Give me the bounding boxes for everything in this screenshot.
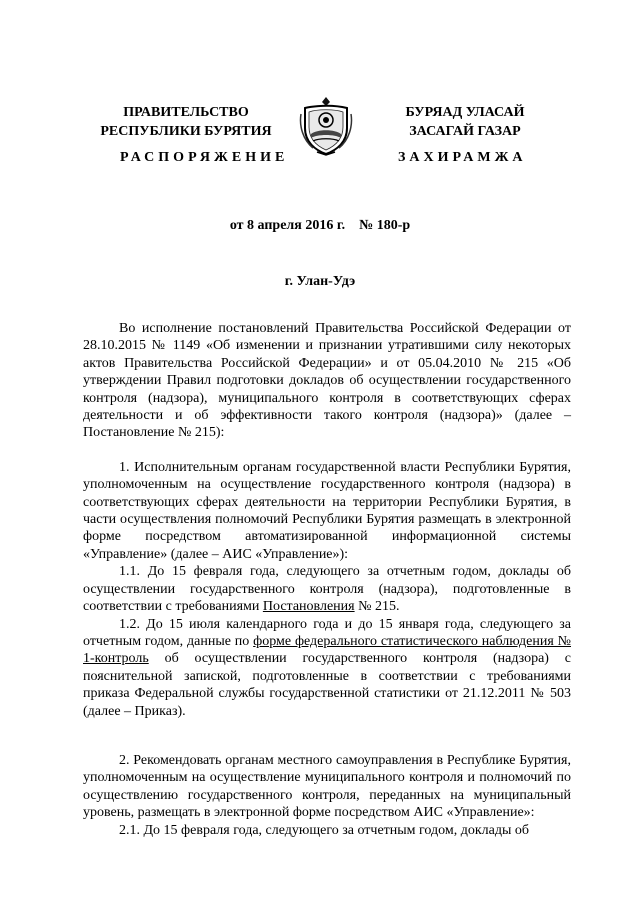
paragraph-1-2-tail: об осуществлении государственного контроля (надзора) с пояснительной запиской, подготовленные в соответствии с требованиями приказа Федеральной службы государственной статистики от 21.12.2011 № 503 (далее – Приказ). bbox=[83, 651, 571, 719]
paragraph-1-1-tail: № 215. bbox=[354, 599, 400, 615]
paragraph-2-1: 2.1. До 15 февраля года, следующего за отчетным годом, доклады об bbox=[119, 822, 530, 838]
republic-title-line-buryat: ЗАСАГАЙ ГАЗАР bbox=[409, 124, 521, 139]
paragraph-1: 1. Исполнительным органам государственной власти Республики Бурятия, уполномоченным на осуществление государственного контроля (надзора) в соответствующих сферах деятельности на территории Республики Бурятия, в части осуществления полномочий Республики Бурятия размещать в электронной форме посредством автоматизированной информационной системы «Управление» (далее – АИС «Управление»): bbox=[83, 459, 571, 562]
order-title-buryat: ЗАХИРАМЖА bbox=[398, 150, 527, 165]
document-city: г. Улан-Удэ bbox=[284, 274, 356, 289]
government-title-line-buryat: БУРЯАД УЛАСАЙ bbox=[405, 105, 525, 120]
resolution-link[interactable]: Постановления bbox=[262, 599, 355, 615]
document-body bbox=[83, 320, 571, 839]
statistical-form-link[interactable]: форме федерального статистического наблюдения № 1-контроль bbox=[83, 633, 571, 667]
paragraph-2: 2. Рекомендовать органам местного самоуправления в Республике Бурятия, уполномоченным на осуществление муниципального контроля и полномочий по осуществлению государственного контроля, переданных на муниципальный уровень, размещать в электронной форме посредством АИС «Управление»: bbox=[83, 752, 571, 821]
order-title-russian: РАСПОРЯЖЕНИЕ bbox=[120, 150, 289, 165]
intro-paragraph: Во исполнение постановлений Правительства Российской Федерации от 28.10.2015 № 1149 «Об изменении и признании утратившими силу некоторых актов Правительства Российской Федерации» и от 05.04.2010 № 215 «Об утверждении Правил подготовки докладов об осуществлении государственного контроля (надзора), муниципального контроля в соответствующих сферах деятельности и об эффективности такого контроля (надзора)» (далее – Постановление № 215): bbox=[83, 321, 571, 441]
republic-title-line: РЕСПУБЛИКИ БУРЯТИЯ bbox=[100, 124, 272, 139]
paragraph-1-2-text: 1.2. До 15 июля календарного года и до 15 января года, следующего за отчетным годом, данные по bbox=[83, 616, 571, 649]
paragraph-1-1 bbox=[83, 563, 571, 615]
paragraph-1-2 bbox=[83, 616, 571, 720]
paragraph-1-1-text: 1.1. До 15 февраля года, следующего за отчетным годом, доклады об осуществлении государственного контроля (надзора), подготовленные в соответствии с требованиями bbox=[83, 564, 571, 615]
coat-of-arms-icon bbox=[297, 94, 355, 156]
document-date-number: от 8 апреля 2016 г. № 180-р bbox=[229, 218, 411, 233]
government-header-russian bbox=[96, 103, 276, 141]
government-title-line: ПРАВИТЕЛЬСТВО bbox=[123, 105, 249, 120]
government-header-buryat bbox=[380, 103, 550, 141]
